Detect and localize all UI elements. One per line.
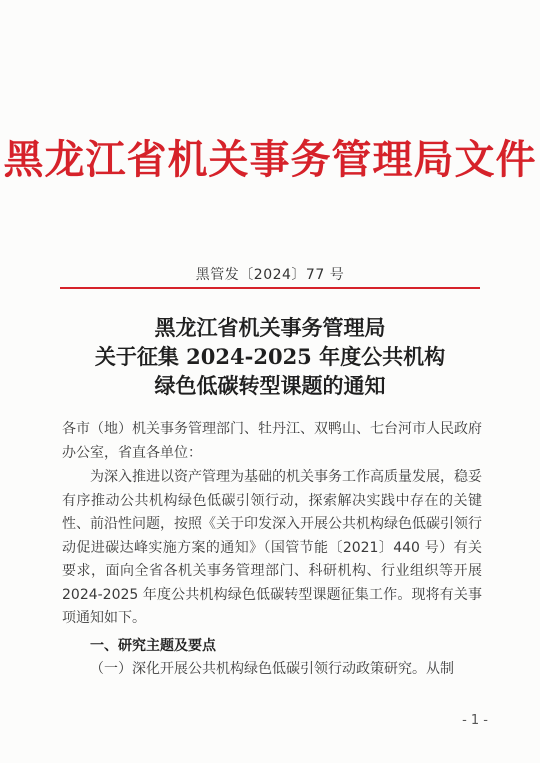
notice-title xyxy=(0,313,540,400)
page-number: - 1 - xyxy=(462,713,488,728)
notice-title-line-1: 黑龙江省机关事务管理局 xyxy=(154,315,386,340)
red-divider xyxy=(60,287,480,289)
document-header-title: 黑龙江省机关事务管理局文件 xyxy=(3,136,537,183)
body-paragraph: 为深入推进以资产管理为基础的机关事务工作高质量发展，稳妥有序推动公共机构绿色低碳引领行动，探索解决实践中存在的关键性、前沿性问题，按照《关于印发深入开展公共机构绿色低碳引领行动促进碳达峰实施方案的通知》（国管节能〔2021〕440 号）有关要求，面向全省各机关事务管理部门、科研机构、行业组织等开展 2024-2025 年度公共机构绿色低碳转型课题征集工作。现将有关事项通知如下。 xyxy=(62,469,482,626)
document-number: 黑管发〔2024〕77 号 xyxy=(195,267,345,283)
addressee: 各市（地）机关事务管理部门、牡丹江、双鸭山、七台河市人民政府办公室，省直各单位： xyxy=(62,421,482,461)
notice-title-line-2: 关于征集 2024-2025 年度公共机构 xyxy=(94,344,446,369)
notice-title-line-3: 绿色低碳转型课题的通知 xyxy=(154,373,386,398)
section-heading: 一、研究主题及要点 xyxy=(90,638,216,654)
subsection-paragraph: （一）深化开展公共机构绿色低碳引领行动政策研究。从制 xyxy=(90,661,454,677)
